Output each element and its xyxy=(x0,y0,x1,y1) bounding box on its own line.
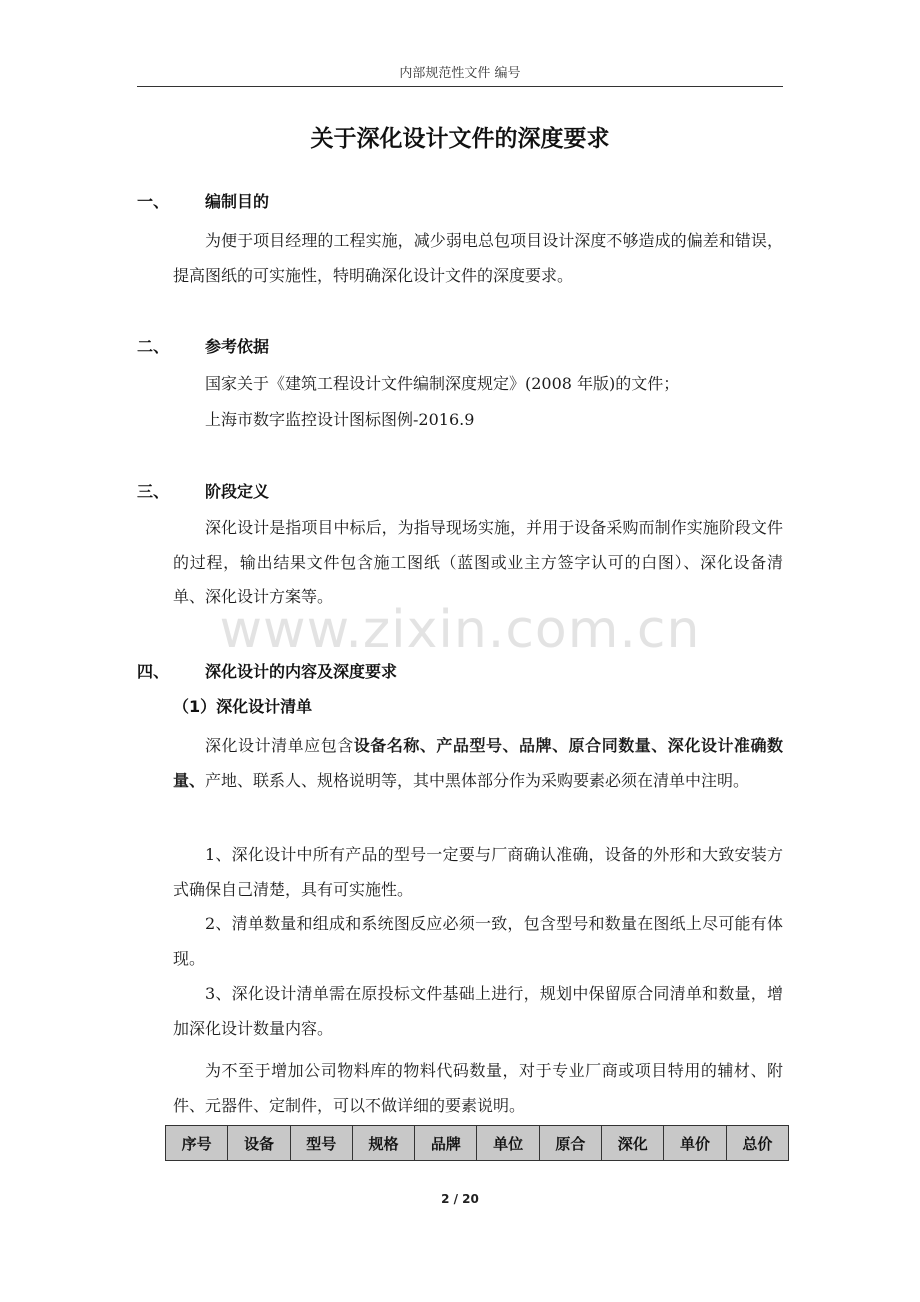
section-title: 深化设计的内容及深度要求 xyxy=(205,662,398,681)
section-1-paragraph: 为便于项目经理的工程实施，减少弱电总包项目设计深度不够造成的偏差和错误，提高图纸的可实施性，特明确深化设计文件的深度要求。 xyxy=(173,231,783,285)
table-header-row xyxy=(166,1126,789,1161)
table-header-cell: 总价 xyxy=(726,1126,788,1161)
page-number: 2 / 20 xyxy=(441,1192,479,1206)
reference-line-1: 国家关于《建筑工程设计文件编制深度规定》(2008 年版)的文件； xyxy=(205,374,680,393)
intro-text-rest: 产地、联系人、规格说明等，其中黑体部分作为采购要素必须在清单中注明。 xyxy=(205,770,750,790)
table-header-cell: 深化 xyxy=(602,1126,664,1161)
requirement-item-1: 1、深化设计中所有产品的型号一定要与厂商确认准确，设备的外形和大致安装方式确保自己清楚，具有可实施性。 xyxy=(173,845,783,899)
reference-line-2: 上海市数字监控设计图标图例-2016.9 xyxy=(205,410,475,429)
section-number: 四、 xyxy=(137,662,170,681)
table-header-cell: 规格 xyxy=(352,1126,414,1161)
section-number: 一、 xyxy=(137,192,170,211)
table-header-cell: 原合 xyxy=(539,1126,601,1161)
table-header-cell: 设备 xyxy=(228,1126,290,1161)
table-header-cell: 单位 xyxy=(477,1126,539,1161)
section-3-paragraph: 深化设计是指项目中标后，为指导现场实施，并用于设备采购而制作实施阶段文件的过程，输出结果文件包含施工图纸（蓝图或业主方签字认可的白图）、深化设备清单、深化设计方案等。 xyxy=(173,518,783,606)
table-header-cell: 单价 xyxy=(664,1126,726,1161)
section-heading-4 xyxy=(137,660,397,684)
document-title: 关于深化设计文件的深度要求 xyxy=(310,126,610,152)
section-heading-2 xyxy=(137,335,269,359)
subsection-heading: （1）深化设计清单 xyxy=(173,697,313,716)
table-header-cell: 型号 xyxy=(290,1126,352,1161)
table-header-cell: 品牌 xyxy=(415,1126,477,1161)
page-header: 内部规范性文件 编号 xyxy=(137,64,783,87)
requirement-item-3: 3、深化设计清单需在原投标文件基础上进行，规划中保留原合同清单和数量，增加深化设计数量内容。 xyxy=(173,984,783,1038)
table-header-cell: 序号 xyxy=(166,1126,228,1161)
section-heading-3 xyxy=(137,480,269,504)
intro-text: 深化设计清单应包含 xyxy=(205,736,354,755)
requirement-note: 为不至于增加公司物料库的物料代码数量，对于专业厂商或项目特用的辅材、附件、元器件、定制件，可以不做详细的要素说明。 xyxy=(173,1061,783,1115)
design-list-intro xyxy=(173,729,783,798)
requirement-item-2: 2、清单数量和组成和系统图反应必须一致，包含型号和数量在图纸上尽可能有体现。 xyxy=(173,914,783,968)
watermark: www.zixin.com.cn xyxy=(219,600,701,660)
design-list-table xyxy=(165,1125,789,1161)
section-number: 三、 xyxy=(137,482,170,501)
section-title: 阶段定义 xyxy=(205,482,270,501)
section-title: 编制目的 xyxy=(205,192,270,211)
section-heading-1 xyxy=(137,190,269,214)
section-number: 二、 xyxy=(137,337,170,356)
intro-required-fields: 设备名称、产品型号、品牌、原合同数量、深化设计准确数量、 xyxy=(173,736,783,790)
section-title: 参考依据 xyxy=(205,337,270,356)
